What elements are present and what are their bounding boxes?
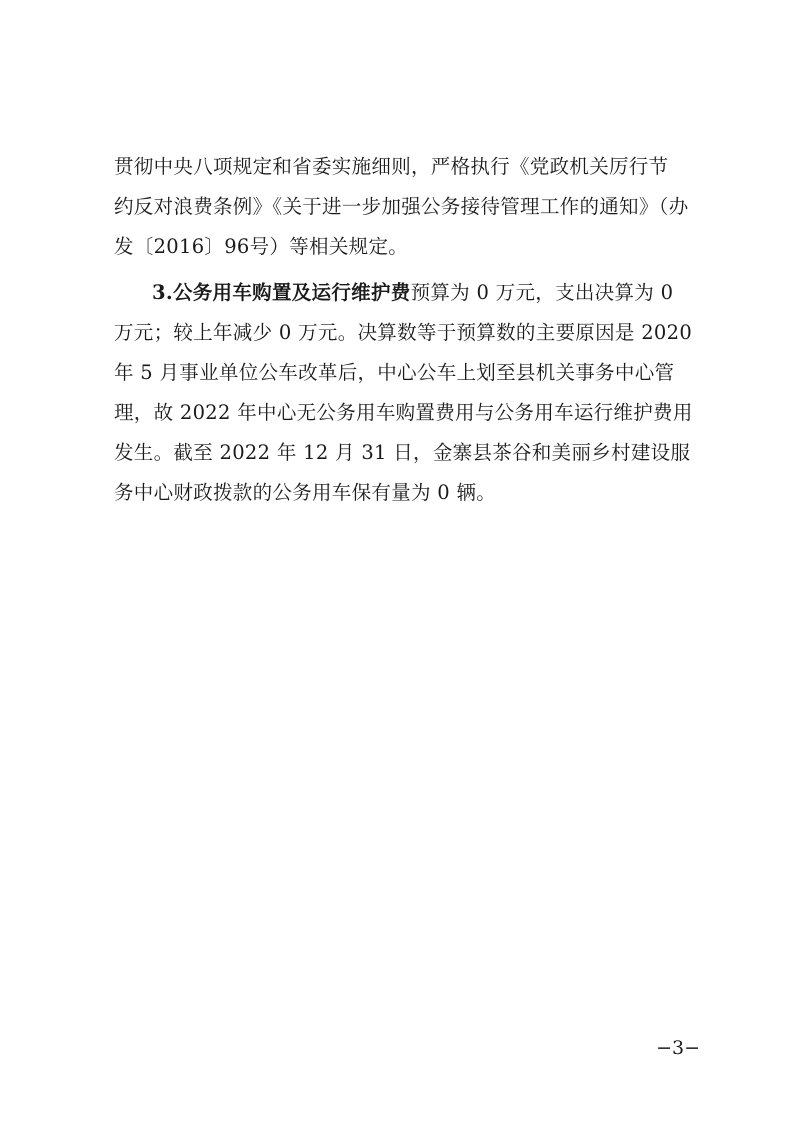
paragraph-2-line-5: 发生。截至 2022 年 12 月 31 日，金寨县茶谷和美丽乡村建设服 xyxy=(114,441,691,464)
paragraph-2-line-3: 年 5 月事业单位公车改革后，中心公车上划至县机关事务中心管 xyxy=(114,361,675,384)
body-text xyxy=(114,147,699,513)
paragraph-2-line-1-text: 预算为 0 万元，支出决算为 0 xyxy=(410,281,674,304)
paragraph-2-line-4: 理，故 2022 年中心无公务用车购置费用与公务用车运行维护费用 xyxy=(114,401,693,424)
paragraph-2-line-1 xyxy=(114,273,699,313)
section-heading: 3.公务用车购置及运行维护费 xyxy=(152,281,411,304)
paragraph-2-line-6: 务中心财政拨款的公务用车保有量为 0 辆。 xyxy=(114,481,497,504)
paragraph-1-line-1: 贯彻中央八项规定和省委实施细则，严格执行《党政机关厉行节 xyxy=(114,155,669,178)
paragraph-2-line-2: 万元；较上年减少 0 万元。决算数等于预算数的主要原因是 2020 xyxy=(114,321,693,344)
paragraph-1-line-3: 发〔2016〕96号）等相关规定。 xyxy=(114,235,409,258)
paragraph-1-line-2: 约反对浪费条例》《关于进一步加强公务接待管理工作的通知》（办 xyxy=(114,195,689,218)
page-number: −3− xyxy=(656,1037,700,1059)
